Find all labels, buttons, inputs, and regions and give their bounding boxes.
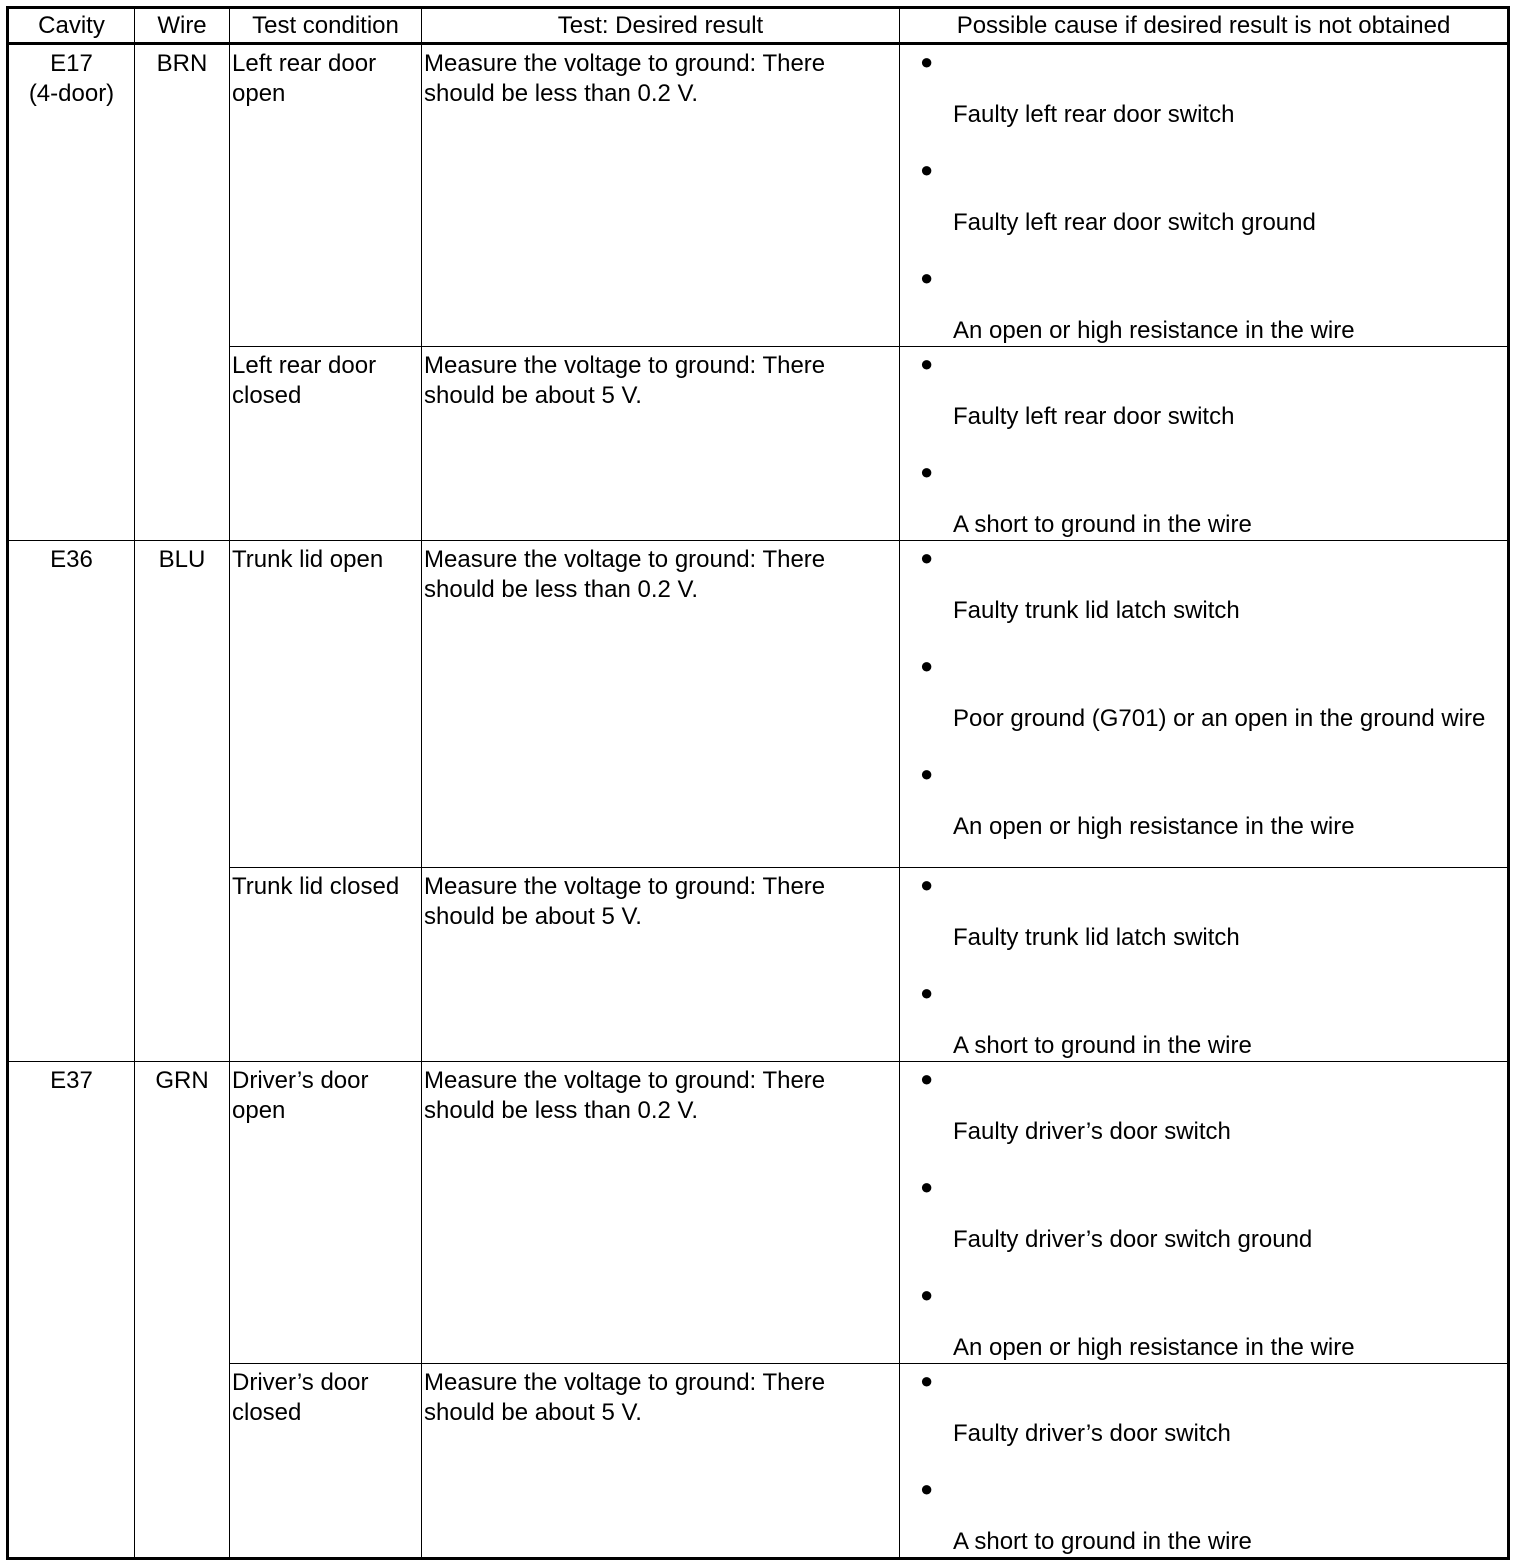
cavity-cell [8,541,135,1062]
cause-text: Faulty left rear door switch [953,101,1235,128]
header-desired-result: Test: Desired result [422,8,900,44]
possible-cause-cell [900,347,1509,541]
cause-item [920,976,1501,1061]
cause-item [920,1170,1501,1255]
table-row [8,868,1509,1062]
cause-item [920,1472,1501,1557]
cause-text: Faulty driver’s door switch ground [953,1226,1313,1253]
cause-text: Poor ground (G701) or an open in the ground wire [953,705,1486,732]
cause-item [920,541,1501,626]
possible-cause-cell [900,868,1509,1062]
desired-result-cell: Measure the voltage to ground: There should be less than 0.2 V. [422,44,900,347]
cause-text: An open or high resistance in the wire [953,1334,1355,1361]
table-row [8,1062,1509,1364]
cause-item [920,1278,1501,1363]
bullet-icon: ● [920,1476,934,1501]
bullet-icon: ● [920,157,934,182]
test-condition-cell: Driver’s door closed [230,1364,422,1559]
bullet-icon: ● [920,872,934,897]
desired-result-cell: Measure the voltage to ground: There should be about 5 V. [422,347,900,541]
bullet-icon: ● [920,761,934,786]
cause-text: Faulty trunk lid latch switch [953,597,1240,624]
header-cavity: Cavity [8,8,135,44]
cause-text: Faulty driver’s door switch [953,1420,1231,1447]
cavity-id: E36 [50,546,93,573]
table-row [8,541,1509,868]
cavity-id: E17 [50,50,93,77]
possible-cause-cell [900,541,1509,868]
cause-item [920,455,1501,540]
header-wire: Wire [135,8,230,44]
cause-text: Faulty left rear door switch [953,403,1235,430]
table-row [8,44,1509,347]
cause-text: Faulty left rear door switch ground [953,209,1316,236]
bullet-icon: ● [920,49,934,74]
test-condition-cell: Left rear door open [230,44,422,347]
bullet-icon: ● [920,459,934,484]
cavity-note: (4-door) [28,80,115,107]
bullet-icon: ● [920,653,934,678]
cause-text: Faulty trunk lid latch switch [953,924,1240,951]
test-condition-cell: Driver’s door open [230,1062,422,1364]
bullet-icon: ● [920,1368,934,1393]
cavity-id: E37 [50,1067,93,1094]
possible-cause-cell [900,44,1509,347]
bullet-icon: ● [920,1066,934,1091]
cavity-cell [8,44,135,541]
test-condition-cell: Trunk lid open [230,541,422,868]
cause-item [920,45,1501,130]
cause-text: An open or high resistance in the wire [953,813,1355,840]
table-row [8,347,1509,541]
cavity-cell [8,1062,135,1559]
troubleshooting-table [6,6,1510,1560]
bullet-icon: ● [920,1282,934,1307]
test-condition-cell: Left rear door closed [230,347,422,541]
cause-item [920,1062,1501,1147]
desired-result-cell: Measure the voltage to ground: There should be less than 0.2 V. [422,1062,900,1364]
header-row [8,8,1509,44]
cause-text: A short to ground in the wire [953,511,1252,538]
test-condition-cell: Trunk lid closed [230,868,422,1062]
possible-cause-cell [900,1364,1509,1559]
wire-color-cell: BLU [135,541,230,1062]
cause-text: A short to ground in the wire [953,1528,1252,1555]
desired-result-cell: Measure the voltage to ground: There should be about 5 V. [422,1364,900,1559]
bullet-icon: ● [920,1174,934,1199]
possible-cause-cell [900,1062,1509,1364]
desired-result-cell: Measure the voltage to ground: There should be about 5 V. [422,868,900,1062]
bullet-icon: ● [920,980,934,1005]
wire-color-cell: GRN [135,1062,230,1559]
bullet-icon: ● [920,545,934,570]
cause-item [920,261,1501,346]
cause-item [920,347,1501,432]
desired-result-cell: Measure the voltage to ground: There should be less than 0.2 V. [422,541,900,868]
cause-text: An open or high resistance in the wire [953,317,1355,344]
bullet-icon: ● [920,351,934,376]
cause-text: Faulty driver’s door switch [953,1118,1231,1145]
cause-text: A short to ground in the wire [953,1032,1252,1059]
wire-color-cell: BRN [135,44,230,541]
bullet-icon: ● [920,265,934,290]
table-row [8,1364,1509,1559]
header-possible-cause: Possible cause if desired result is not obtained [900,8,1509,44]
header-test-condition: Test condition [230,8,422,44]
cause-item [920,649,1501,734]
cause-item [920,1364,1501,1449]
cause-item [920,868,1501,953]
cause-item [920,757,1501,842]
cause-item [920,153,1501,238]
